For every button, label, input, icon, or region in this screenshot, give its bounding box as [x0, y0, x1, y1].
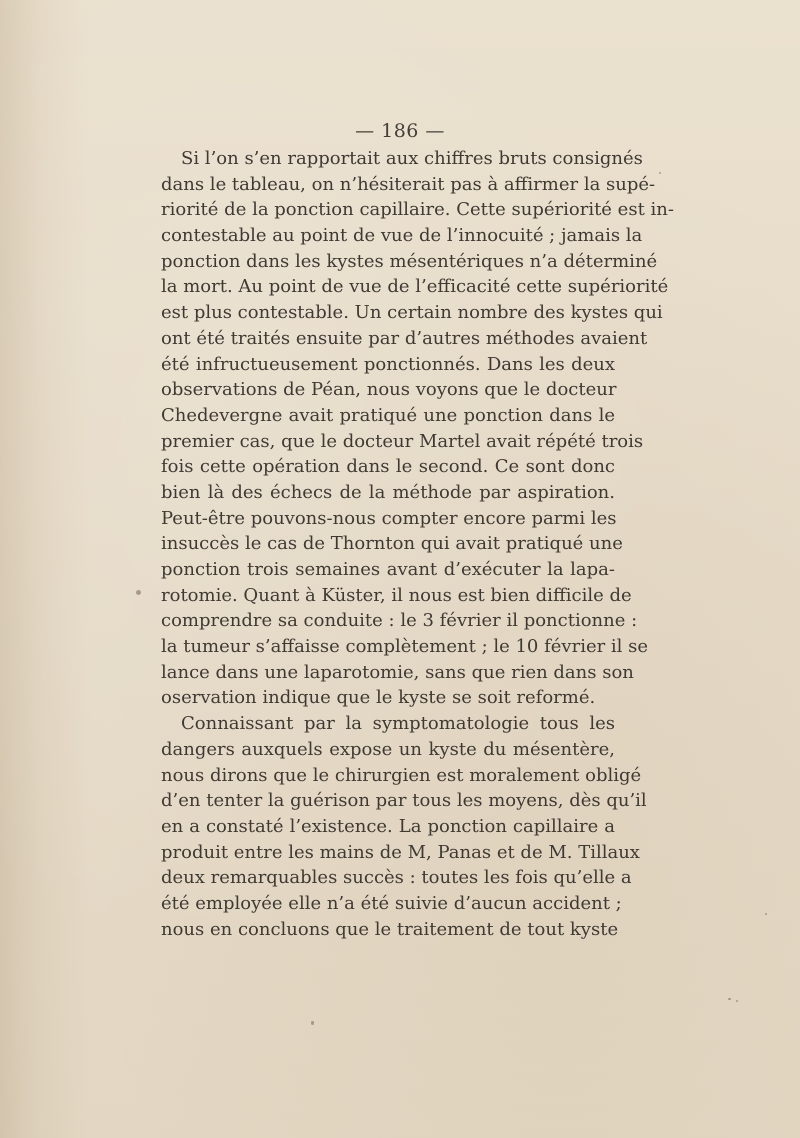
- text-line: ponction trois semaines avant d’exécuter la lapa-: [161, 559, 615, 580]
- text-line: d’en tenter la guérison par tous les moyens, dès qu’il: [161, 790, 647, 812]
- paper-speck: [136, 590, 141, 595]
- text-line: ponction dans les kystes mésentériques n’a déterminé: [161, 250, 658, 272]
- text-line: bien là des échecs de la méthode par aspiration.: [161, 481, 615, 503]
- text-line: dans le tableau, on n’hésiterait pas à affirmer la supé-: [161, 173, 656, 195]
- paragraph: [161, 711, 647, 942]
- text-line: premier cas, que le docteur Martel avait répété trois: [161, 430, 644, 452]
- text-line: Peut-être pouvons-nous compter encore parmi les: [161, 507, 617, 529]
- text-line: la mort. Au point de vue de l’efficacité cette supériorité: [161, 276, 669, 298]
- text-line: été employée elle n’a été suivie d’aucun accident ;: [161, 892, 622, 914]
- text-line: oservation indique que le kyste se soit reformé.: [161, 687, 596, 709]
- paper-speck: [659, 172, 661, 174]
- text-line: deux remarquables succès : toutes les fois qu’elle a: [161, 867, 632, 889]
- paper-speck: [736, 1000, 738, 1002]
- text-line: insuccès le cas de Thornton qui avait pratiqué une: [161, 533, 623, 555]
- text-line: riorité de la ponction capillaire. Cette supériorité est in-: [161, 199, 674, 221]
- text-line: comprendre sa conduite : le 3 février il ponctionne :: [161, 610, 638, 632]
- text-line: lance dans une laparotomie, sans que rien dans son: [161, 661, 634, 683]
- text-line: dangers auxquels expose un kyste du mésentère,: [161, 738, 615, 760]
- text-line: nous dirons que le chirurgien est moralement obligé: [161, 764, 642, 786]
- text-line: contestable au point de vue de l’innocuité ; jamais la: [161, 225, 643, 247]
- text-line: fois cette opération dans le second. Ce sont donc: [161, 456, 615, 478]
- text-line: été infructueusement ponctionnés. Dans les deux: [161, 353, 615, 375]
- paragraph: [161, 146, 674, 711]
- text-line: rotomie. Quant à Küster, il nous est bien difficile de: [161, 584, 632, 606]
- text-line: produit entre les mains de M, Panas et de M. Tillaux: [161, 841, 640, 863]
- text-line: observations de Péan, nous voyons que le docteur: [161, 379, 617, 401]
- text-line: Chedevergne avait pratiqué une ponction dans le: [161, 404, 615, 426]
- text-line: nous en concluons que le traitement de tout kyste: [161, 918, 619, 940]
- paper-speck: [765, 913, 767, 915]
- text-line: Si l’on s’en rapportait aux chiffres bruts consignés: [181, 148, 643, 169]
- text-line: en a constaté l’existence. La ponction capillaire a: [161, 815, 615, 837]
- text-line: ont été traités ensuite par d’autres méthodes avaient: [161, 327, 648, 349]
- paper-speck: [728, 998, 731, 1000]
- page-number: — 186 —: [355, 120, 445, 142]
- paper-speck: [311, 1021, 314, 1025]
- body-text: [161, 146, 674, 942]
- text-line: est plus contestable. Un certain nombre des kystes qui: [161, 302, 663, 324]
- text-line: Connaissant par la symptomatologie tous les: [181, 713, 615, 735]
- text-line: la tumeur s’affaisse complètement ; le 10 février il se: [161, 636, 649, 658]
